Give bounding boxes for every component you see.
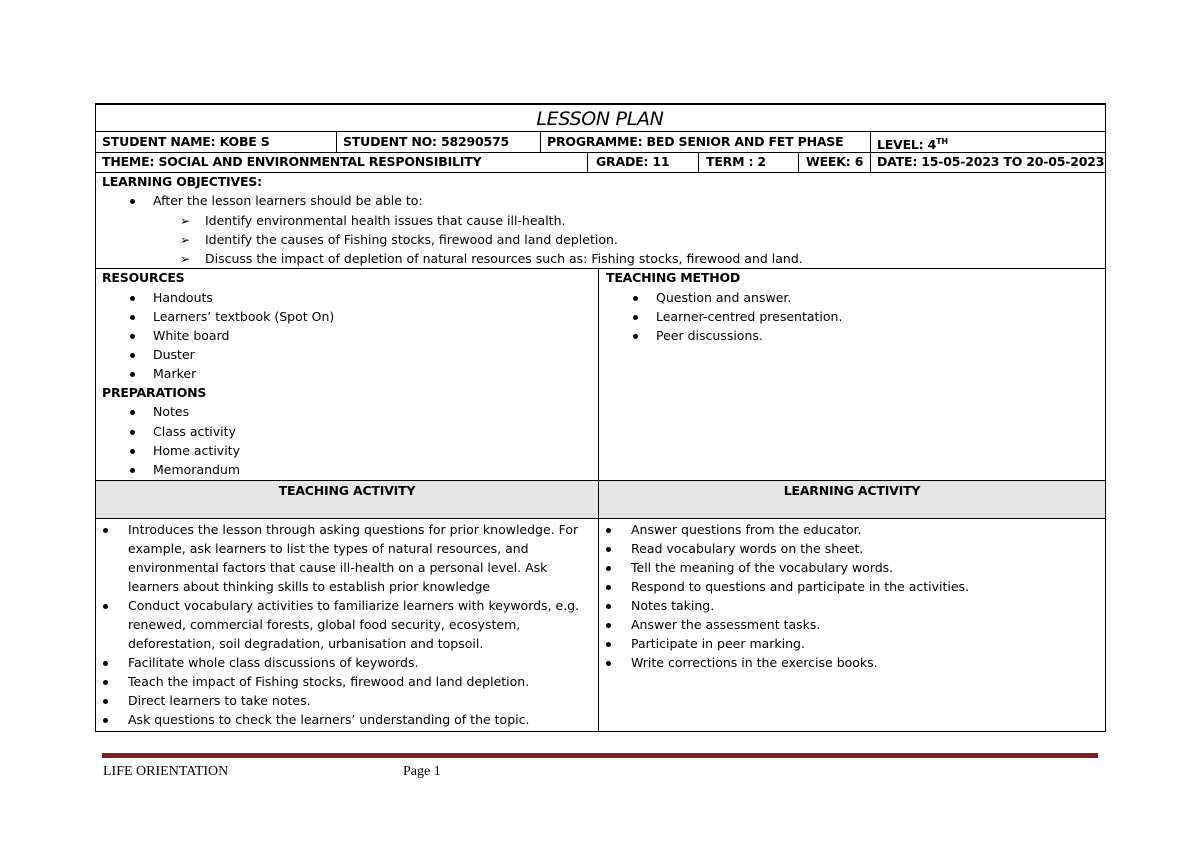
resources-heading: RESOURCES — [102, 270, 185, 285]
student-no: STUDENT NO: 58290575 — [343, 134, 509, 149]
level — [877, 134, 948, 153]
footer-page: Page 1 — [403, 764, 441, 779]
objective-item: Discuss the impact of depletion of natural resources such as: Fishing stocks, firewood and land. — [205, 251, 803, 266]
resource-item: Handouts — [153, 290, 213, 305]
resource-item: Learners’ textbook (Spot On) — [153, 309, 335, 324]
bullet-icon — [130, 296, 135, 301]
bullet-icon — [130, 372, 135, 377]
footer-rule — [102, 753, 1098, 758]
objectives-intro: After the lesson learners should be able to: — [153, 193, 423, 208]
teaching-activity-line: Direct learners to take notes. — [128, 693, 311, 708]
learning-activity-item: Answer the assessment tasks. — [631, 617, 821, 632]
grade: GRADE: 11 — [596, 154, 670, 169]
week: WEEK: 6 — [806, 154, 864, 169]
theme: THEME: SOCIAL AND ENVIRONMENTAL RESPONSIBILITY — [102, 154, 482, 169]
preparation-item: Notes — [153, 404, 190, 419]
method-item: Learner-centred presentation. — [656, 309, 843, 324]
learning-activity-item: Respond to questions and participate in the activities. — [631, 579, 970, 594]
bullet-icon — [130, 449, 135, 454]
teaching-activity-line: Ask questions to check the learners’ understanding of the topic. — [128, 712, 530, 727]
preparations-heading: PREPARATIONS — [102, 385, 207, 400]
programme: PROGRAMME: BED SENIOR AND FET PHASE — [547, 134, 844, 149]
teaching-method-heading: TEACHING METHOD — [606, 270, 741, 285]
preparation-item: Home activity — [153, 443, 240, 458]
teaching-activity-line: Teach the impact of Fishing stocks, firewood and land depletion. — [128, 674, 530, 689]
bullet-icon — [103, 528, 108, 533]
objective-item: Identify the causes of Fishing stocks, firewood and land depletion. — [205, 232, 618, 247]
arrow-bullet-icon: ➢ — [180, 252, 191, 266]
teaching-activity-heading: TEACHING ACTIVITY — [278, 483, 416, 498]
bullet-icon — [606, 623, 611, 628]
bullet-icon — [606, 642, 611, 647]
teaching-activity-line: example, ask learners to list the types of natural resources, and — [128, 541, 529, 556]
preparation-item: Class activity — [153, 424, 236, 439]
level-value: LEVEL: 4 — [877, 137, 937, 153]
bullet-icon — [633, 296, 638, 301]
bullet-icon — [130, 199, 135, 204]
learning-activity-heading: LEARNING ACTIVITY — [783, 483, 921, 498]
bullet-icon — [606, 661, 611, 666]
learning-activity-item: Read vocabulary words on the sheet. — [631, 541, 864, 556]
learning-activity-item: Write corrections in the exercise books. — [631, 655, 878, 670]
learning-activity-item: Notes taking. — [631, 598, 715, 613]
bullet-icon — [606, 528, 611, 533]
level-suffix: TH — [936, 137, 948, 146]
teaching-activity-line: Facilitate whole class discussions of keywords. — [128, 655, 419, 670]
learning-activity-item: Tell the meaning of the vocabulary words. — [631, 560, 894, 575]
teaching-activity-line: learners about thinking skills to establish prior knowledge — [128, 579, 491, 594]
arrow-bullet-icon: ➢ — [180, 214, 191, 228]
bullet-icon — [606, 604, 611, 609]
resource-item: Marker — [153, 366, 197, 381]
bullet-icon — [103, 661, 108, 666]
resource-item: White board — [153, 328, 230, 343]
page-title: LESSON PLAN — [536, 108, 664, 130]
arrow-bullet-icon: ➢ — [180, 233, 191, 247]
learning-activity-item: Participate in peer marking. — [631, 636, 805, 651]
bullet-icon — [103, 680, 108, 685]
bullet-icon — [130, 410, 135, 415]
bullet-icon — [130, 353, 135, 358]
bullet-icon — [633, 334, 638, 339]
student-name: STUDENT NAME: KOBE S — [102, 134, 270, 149]
preparation-item: Memorandum — [153, 462, 241, 477]
date: DATE: 15-05-2023 TO 20-05-2023 — [877, 154, 1105, 169]
bullet-icon — [606, 585, 611, 590]
bullet-icon — [633, 315, 638, 320]
objective-item: Identify environmental health issues that cause ill-health. — [205, 213, 566, 228]
learning-activity-item: Answer questions from the educator. — [631, 522, 862, 537]
objectives-heading: LEARNING OBJECTIVES: — [102, 174, 262, 189]
method-item: Question and answer. — [656, 290, 792, 305]
footer-subject: LIFE ORIENTATION — [103, 764, 229, 779]
teaching-activity-line: renewed, commercial forests, global food security, ecosystem, — [128, 617, 521, 632]
resource-item: Duster — [153, 347, 195, 362]
bullet-icon — [103, 604, 108, 609]
bullet-icon — [103, 718, 108, 723]
bullet-icon — [606, 547, 611, 552]
bullet-icon — [130, 334, 135, 339]
bullet-icon — [130, 468, 135, 473]
term: TERM : 2 — [706, 154, 766, 169]
bullet-icon — [103, 699, 108, 704]
teaching-activity-line: deforestation, soil degradation, urbanisation and topsoil. — [128, 636, 484, 651]
teaching-activity-line: Conduct vocabulary activities to familiarize learners with keywords, e.g. — [128, 598, 580, 613]
teaching-activity-line: environmental factors that cause ill-health on a personal level. Ask — [128, 560, 548, 575]
bullet-icon — [606, 566, 611, 571]
bullet-icon — [130, 315, 135, 320]
method-item: Peer discussions. — [656, 328, 763, 343]
bullet-icon — [130, 430, 135, 435]
teaching-activity-line: Introduces the lesson through asking questions for prior knowledge. For — [128, 522, 579, 537]
